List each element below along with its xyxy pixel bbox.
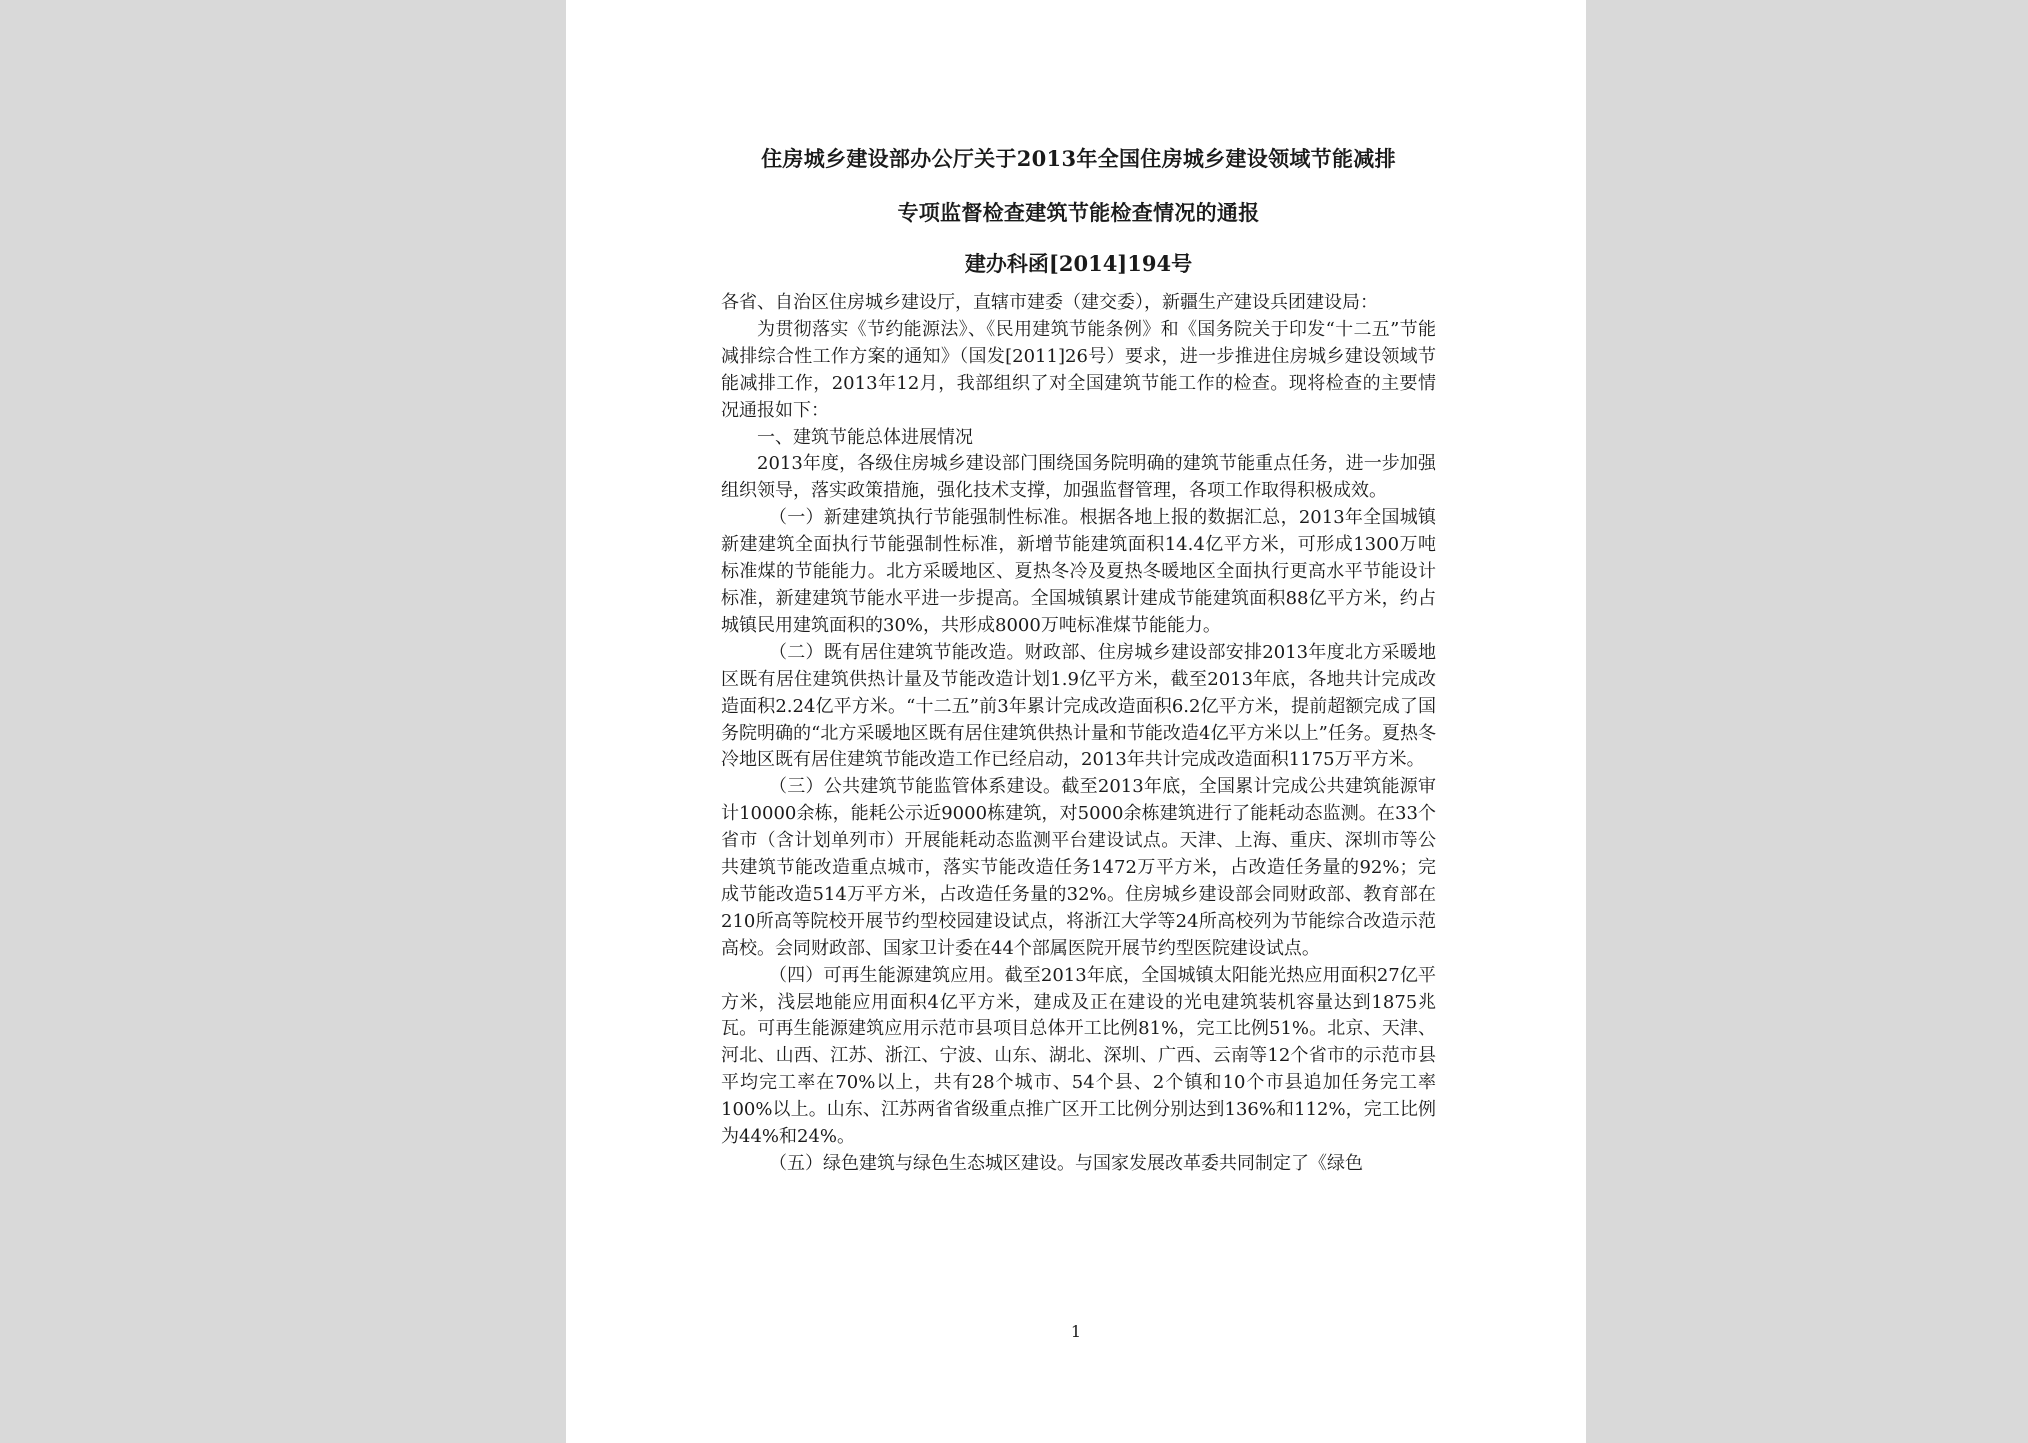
paragraph-item-3: （三）公共建筑节能监管体系建设。截至2013年底，全国累计完成公共建筑能源审计10000余栋，能耗公示近9000栋建筑，对5000余栋建筑进行了能耗动态监测。在33个省市（含计划单列市）开展能耗动态监测平台建设试点。天津、上海、重庆、深圳市等公共建筑节能改造重点城市，落实节能改造任务1472万平方米，占改造任务量的92%；完成节能改造514万平方米，占改造任务量的32%。住房城乡建设部会同财政部、教育部在210所高等院校开展节约型校园建设试点，将浙江大学等24所高校列为节能综合改造示范高校。会同财政部、国家卫计委在44个部属医院开展节约型医院建设试点。	[721, 776, 1436, 959]
page-content	[721, 132, 1436, 1178]
title-line-1: 住房城乡建设部办公厅关于2013年全国住房城乡建设领域节能减排	[761, 146, 1396, 171]
document-number: 建办科函[2014]194号	[964, 251, 1193, 276]
section-heading-1: 一、建筑节能总体进展情况	[757, 426, 973, 448]
paragraph-item-4: （四）可再生能源建筑应用。截至2013年底，全国城镇太阳能光热应用面积27亿平方米，浅层地能应用面积4亿平方米，建成及正在建设的光电建筑装机容量达到1875兆瓦。可再生能源建筑应用示范市县项目总体开工比例81%，完工比例51%。北京、天津、河北、山西、江苏、浙江、宁波、山东、湖北、深圳、广西、云南等12个省市的示范市县平均完工率在70%以上，共有28个城市、54个县、2个镇和10个市县追加任务完工率100%以上。山东、江苏两省省级重点推广区开工比例分别达到136%和112%，完工比例为44%和24%。	[721, 964, 1436, 1148]
paragraph-item-5: （五）绿色建筑与绿色生态城区建设。与国家发展改革委共同制定了《绿色	[769, 1153, 1363, 1174]
title-line-2: 专项监督检查建筑节能检查情况的通报	[897, 200, 1260, 225]
page-number: 1	[1070, 1322, 1082, 1341]
paragraph-intro: 为贯彻落实《节约能源法》、《民用建筑节能条例》和《国务院关于印发“十二五”节能减排综合性工作方案的通知》（国发[2011]26号）要求，进一步推进住房城乡建设领域节能减排工作，2013年12月，我部组织了对全国建筑节能工作的检查。现将检查的主要情况通报如下：	[721, 318, 1436, 421]
paragraph-item-1: （一）新建建筑执行节能强制性标准。根据各地上报的数据汇总，2013年全国城镇新建建筑全面执行节能强制性标准，新增节能建筑面积14.4亿平方米，可形成1300万吨标准煤的节能能力。北方采暖地区、夏热冬冷及夏热冬暖地区全面执行更高水平节能设计标准，新建建筑节能水平进一步提高。全国城镇累计建成节能建筑面积88亿平方米，约占城镇民用建筑面积的30%，共形成8000万吨标准煤节能能力。	[721, 507, 1436, 636]
salutation: 各省、自治区住房城乡建设厅，直辖市建委（建交委），新疆生产建设兵团建设局：	[721, 292, 1378, 313]
paragraph-item-2: （二）既有居住建筑节能改造。财政部、住房城乡建设部安排2013年度北方采暖地区既有居住建筑供热计量及节能改造计划1.9亿平方米，截至2013年底，各地共计完成改造面积2.24亿平方米。“十二五”前3年累计完成改造面积6.2亿平方米，提前超额完成了国务院明确的“北方采暖地区既有居住建筑供热计量和节能改造4亿平方米以上”任务。夏热冬冷地区既有居住建筑节能改造工作已经启动，2013年共计完成改造面积1175万平方米。	[721, 641, 1436, 771]
paragraph-overview: 2013年度，各级住房城乡建设部门围绕国务院明确的建筑节能重点任务，进一步加强组织领导，落实政策措施，强化技术支撑，加强监督管理，各项工作取得积极成效。	[721, 453, 1436, 502]
document-page	[566, 0, 1586, 1443]
